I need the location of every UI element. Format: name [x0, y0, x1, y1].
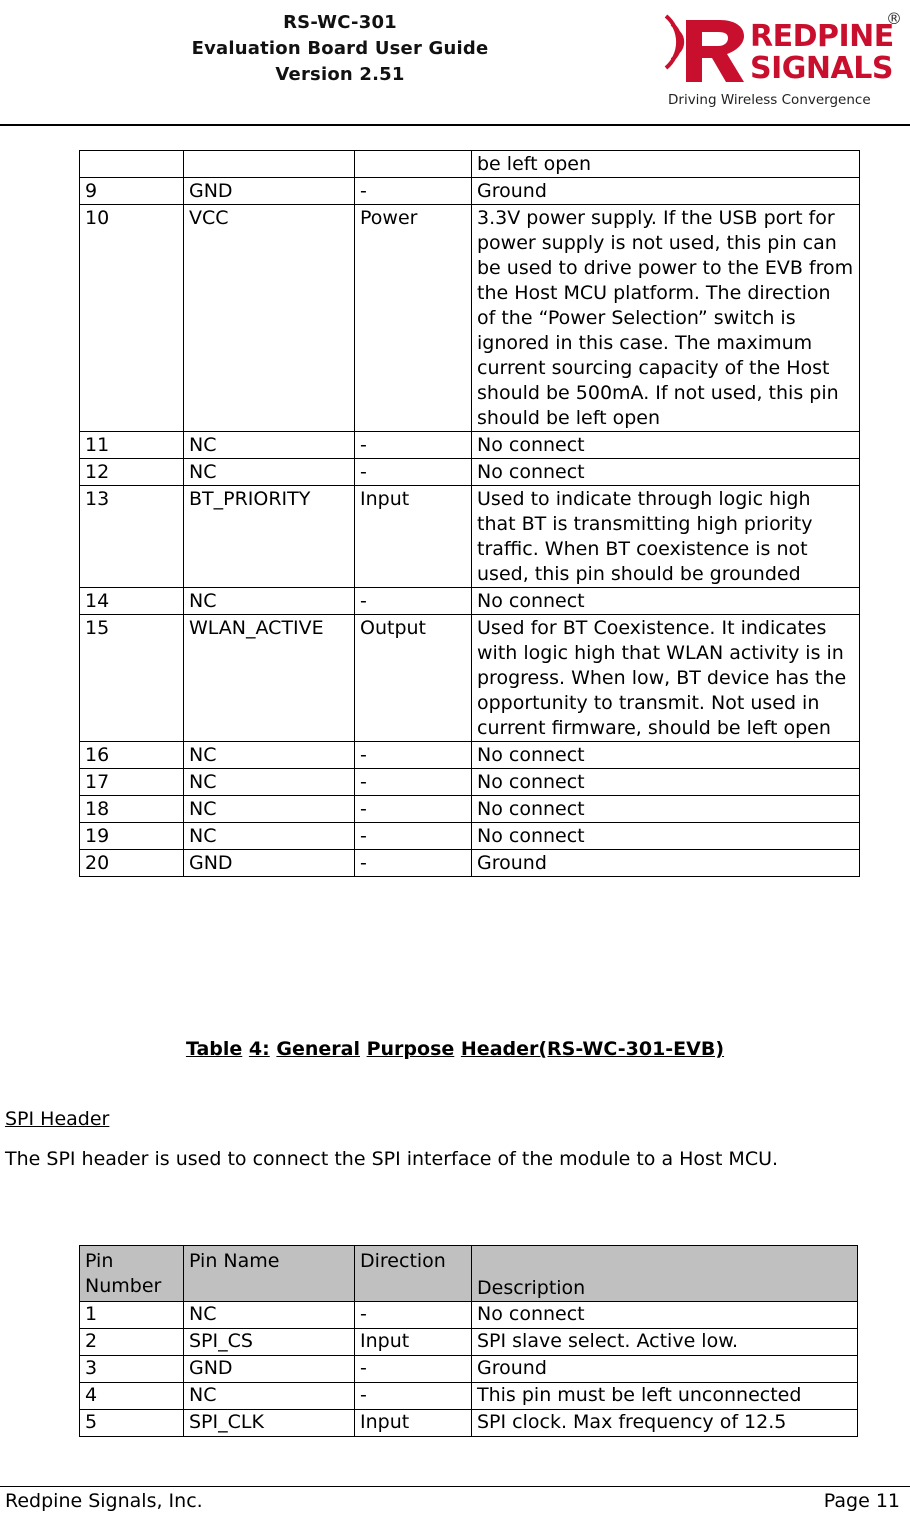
redpine-r-mark-icon	[686, 20, 744, 82]
table-row	[80, 1383, 858, 1410]
logo-tagline: Driving Wireless Convergence	[668, 92, 871, 108]
pin-name-cell: GND	[184, 1356, 355, 1383]
redpine-signals-logo	[664, 6, 904, 110]
footer-page-number: Page 11	[823, 1490, 900, 1512]
description-cell: No connect	[472, 796, 860, 823]
caption-word: 4:	[248, 1038, 270, 1060]
description-cell: No connect	[472, 432, 860, 459]
pin-name-cell: NC	[184, 1383, 355, 1410]
direction-cell: -	[355, 1383, 472, 1410]
pin-number-cell: 5	[80, 1410, 184, 1437]
direction-cell: -	[355, 588, 472, 615]
spi-header-direction: Direction	[355, 1246, 472, 1302]
table-row	[80, 1302, 858, 1329]
caption-word: Header(RS-WC-301-EVB)	[460, 1038, 725, 1060]
pin-number-cell: 14	[80, 588, 184, 615]
logo-brand-line2: SIGNALS	[750, 51, 893, 86]
header-title-line: Version 2.51	[275, 64, 405, 85]
table-row	[80, 769, 860, 796]
direction-cell: -	[355, 769, 472, 796]
pin-number-cell	[80, 151, 184, 178]
table-row	[80, 459, 860, 486]
gp-table-body	[80, 151, 860, 877]
direction-cell: -	[355, 459, 472, 486]
pin-number-cell: 2	[80, 1329, 184, 1356]
pin-name-cell: SPI_CLK	[184, 1410, 355, 1437]
table-row	[80, 823, 860, 850]
pin-number-cell: 12	[80, 459, 184, 486]
spi-header-pin-name: Pin Name	[184, 1246, 355, 1302]
general-purpose-header-table	[79, 150, 860, 877]
pin-name-cell: NC	[184, 588, 355, 615]
direction-cell: -	[355, 1302, 472, 1329]
table-row	[80, 205, 860, 432]
direction-cell: Output	[355, 615, 472, 742]
logo-brand-line1: REDPINE	[750, 19, 894, 54]
table-row	[80, 1329, 858, 1356]
direction-cell: -	[355, 796, 472, 823]
pin-name-cell: NC	[184, 742, 355, 769]
spi-table-body	[80, 1302, 858, 1437]
wireless-waves-icon	[666, 16, 682, 68]
pin-number-cell: 10	[80, 205, 184, 432]
spi-table-header-row	[80, 1246, 858, 1302]
pin-number-cell: 11	[80, 432, 184, 459]
direction-cell: -	[355, 432, 472, 459]
direction-cell: -	[355, 823, 472, 850]
pin-name-cell: NC	[184, 823, 355, 850]
header-title-line: Evaluation Board User Guide	[191, 38, 489, 59]
header-title-line: RS-WC-301	[283, 12, 397, 33]
table-row	[80, 850, 860, 877]
table-row	[80, 615, 860, 742]
description-cell: No connect	[472, 1302, 858, 1329]
pin-name-cell: NC	[184, 1302, 355, 1329]
table-row	[80, 588, 860, 615]
direction-cell: Power	[355, 205, 472, 432]
direction-cell: Input	[355, 1329, 472, 1356]
pin-name-cell: BT_PRIORITY	[184, 486, 355, 588]
pin-name-cell: GND	[184, 850, 355, 877]
pin-number-cell: 17	[80, 769, 184, 796]
pin-number-cell: 19	[80, 823, 184, 850]
description-cell: Ground	[472, 1356, 858, 1383]
direction-cell	[355, 151, 472, 178]
pin-number-cell: 16	[80, 742, 184, 769]
pin-number-cell: 1	[80, 1302, 184, 1329]
direction-cell: Input	[355, 1410, 472, 1437]
pin-name-cell: NC	[184, 432, 355, 459]
footer-divider	[0, 1486, 910, 1487]
pin-number-cell: 13	[80, 486, 184, 588]
description-cell: No connect	[472, 823, 860, 850]
caption-word: Table	[185, 1038, 243, 1060]
table-row	[80, 486, 860, 588]
caption-word: General	[276, 1038, 360, 1060]
description-cell: Used to indicate through logic high that BT is transmitting high priority traffic. When BT coexistence is not used, this pin should be grounded	[472, 486, 860, 588]
description-cell: This pin must be left unconnected	[472, 1383, 858, 1410]
caption-word: Purpose	[366, 1038, 455, 1060]
description-cell: No connect	[472, 588, 860, 615]
description-cell: SPI clock. Max frequency of 12.5	[472, 1410, 858, 1437]
pin-name-cell	[184, 151, 355, 178]
spi-section-heading: SPI Header	[5, 1108, 110, 1130]
description-cell: Ground	[472, 850, 860, 877]
direction-cell: -	[355, 850, 472, 877]
pin-name-cell: GND	[184, 178, 355, 205]
description-cell: No connect	[472, 769, 860, 796]
document-header-title	[160, 10, 520, 88]
pin-name-cell: VCC	[184, 205, 355, 432]
direction-cell: -	[355, 178, 472, 205]
logo-registered-mark: ®	[886, 9, 902, 28]
pin-number-cell: 20	[80, 850, 184, 877]
direction-cell: Input	[355, 486, 472, 588]
table-row	[80, 796, 860, 823]
spi-header-pin-number: Pin Number	[80, 1246, 184, 1302]
table-row	[80, 151, 860, 178]
direction-cell: -	[355, 1356, 472, 1383]
description-cell: No connect	[472, 459, 860, 486]
spi-header-description: Description	[472, 1246, 858, 1302]
table-row	[80, 742, 860, 769]
pin-number-cell: 3	[80, 1356, 184, 1383]
footer-company: Redpine Signals, Inc.	[5, 1490, 203, 1512]
table-row	[80, 1410, 858, 1437]
pin-number-cell: 4	[80, 1383, 184, 1410]
pin-name-cell: NC	[184, 459, 355, 486]
table-row	[80, 432, 860, 459]
pin-number-cell: 9	[80, 178, 184, 205]
description-cell: be left open	[472, 151, 860, 178]
pin-name-cell: NC	[184, 796, 355, 823]
spi-section-body: The SPI header is used to connect the SPI interface of the module to a Host MCU.	[5, 1148, 779, 1170]
header-divider	[0, 124, 910, 126]
table-row	[80, 1356, 858, 1383]
description-cell: SPI slave select. Active low.	[472, 1329, 858, 1356]
description-cell: No connect	[472, 742, 860, 769]
pin-number-cell: 15	[80, 615, 184, 742]
description-cell: Ground	[472, 178, 860, 205]
pin-name-cell: SPI_CS	[184, 1329, 355, 1356]
direction-cell: -	[355, 742, 472, 769]
pin-name-cell: NC	[184, 769, 355, 796]
table-caption	[0, 1035, 910, 1063]
pin-name-cell: WLAN_ACTIVE	[184, 615, 355, 742]
description-cell: 3.3V power supply. If the USB port for power supply is not used, this pin can be used to drive power to the EVB from the Host MCU platform. The direction of the “Power Selection” switch is ignored in this case. The maximum current sourcing capacity of the Host should be 500mA. If not used, this pin should be left open	[472, 205, 860, 432]
spi-header-table	[79, 1245, 858, 1437]
pin-number-cell: 18	[80, 796, 184, 823]
description-cell: Used for BT Coexistence. It indicates with logic high that WLAN activity is in progress. When low, BT device has the opportunity to transmit. Not used in current firmware, should be left open	[472, 615, 860, 742]
table-row	[80, 178, 860, 205]
